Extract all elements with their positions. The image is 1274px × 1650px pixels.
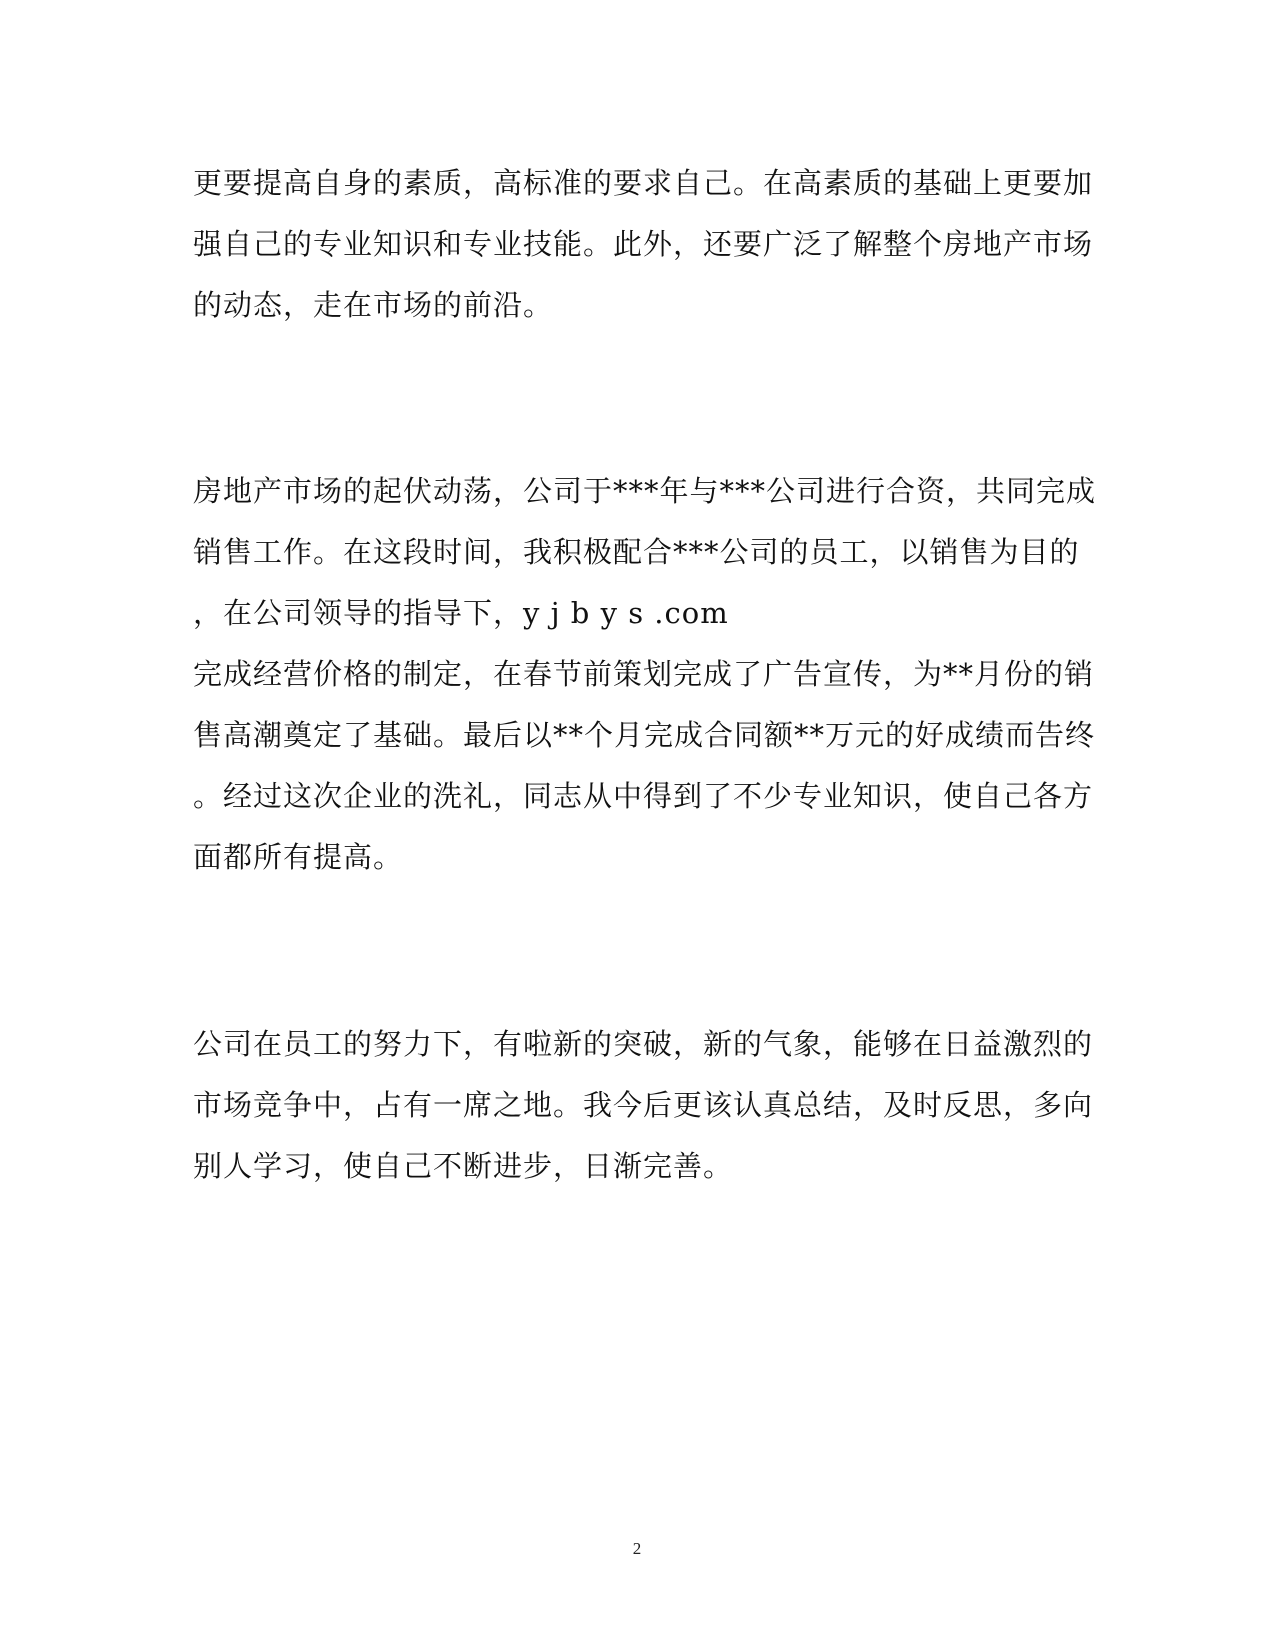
text-line: 销售工作。在这段时间，我积极配合***公司的员工，以销售为目的	[193, 535, 1080, 569]
text-line: 强自己的专业知识和专业技能。此外，还要广泛了解整个房地产市场	[193, 227, 1094, 261]
text-line: 的动态，走在市场的前沿。	[193, 288, 554, 322]
text-line: 市场竞争中，占有一席之地。我今后更该认真总结，及时反思，多向	[193, 1088, 1094, 1122]
text-line: 完成经营价格的制定，在春节前策划完成了广告宣传，为**月份的销	[193, 657, 1095, 691]
text-line: 公司在员工的努力下，有啦新的突破，新的气象，能够在日益激烈的	[193, 1027, 1094, 1061]
text-line: 。经过这次企业的洗礼，同志从中得到了不少专业知识，使自己各方	[193, 779, 1094, 813]
text-line: 房地产市场的起伏动荡，公司于***年与***公司进行合资，共同完成	[193, 474, 1097, 508]
text-line: 别人学习，使自己不断进步，日渐完善。	[193, 1149, 734, 1183]
text-line: ，在公司领导的指导下，y j b y s .com	[193, 596, 729, 630]
text-line: 售高潮奠定了基础。最后以**个月完成合同额**万元的好成绩而告终	[193, 718, 1096, 752]
text-line: 面都所有提高。	[193, 840, 404, 874]
page-number: 2	[632, 1539, 642, 1558]
text-line: 更要提高自身的素质，高标准的要求自己。在高素质的基础上更要加	[193, 166, 1094, 200]
